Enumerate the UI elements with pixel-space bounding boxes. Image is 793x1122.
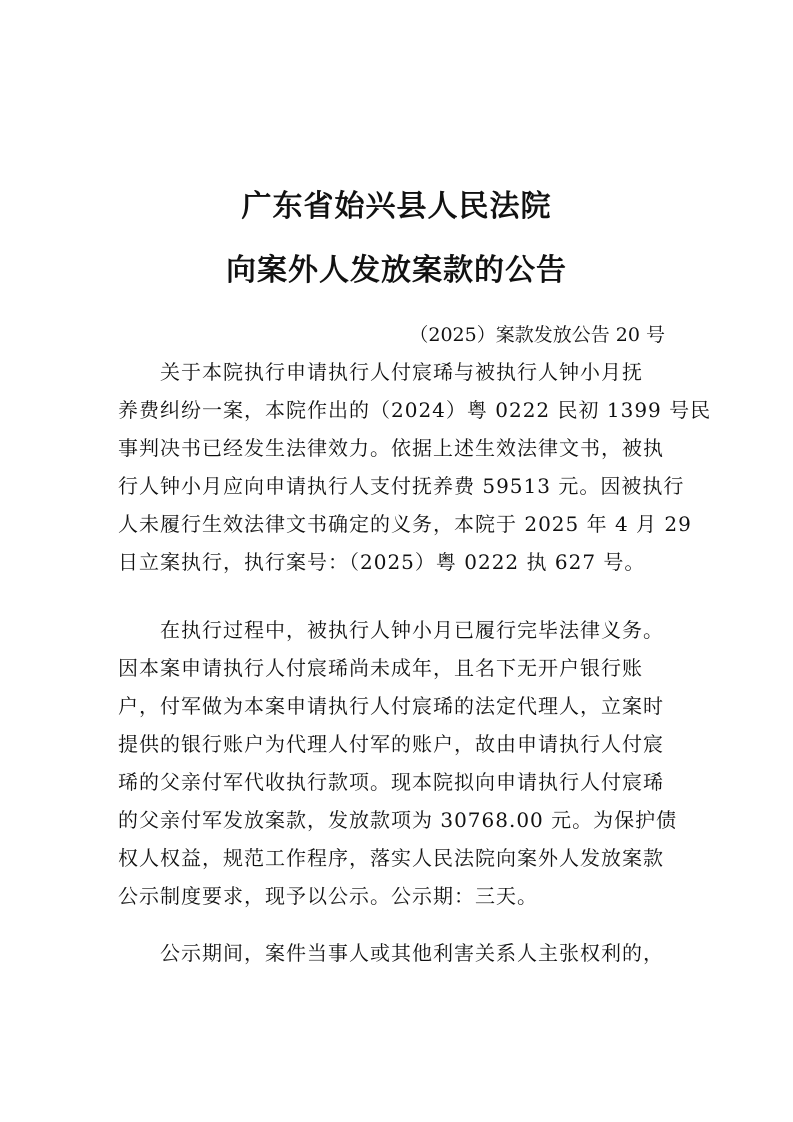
paragraph-execution-details xyxy=(118,611,678,915)
paragraph-line: 行人钟小月应向申请执行人支付抚养费 59513 元。因被执行 xyxy=(118,474,685,498)
paragraph-line: 户，付军做为本案申请执行人付宸琋的法定代理人，立案时 xyxy=(118,694,664,718)
paragraph-line: 在执行过程中，被执行人钟小月已履行完毕法律义务。 xyxy=(160,618,664,642)
paragraph-line: 的父亲付军发放案款，发放款项为 30768.00 元。为保护债 xyxy=(118,808,678,832)
paragraph-line: 事判决书已经发生法律效力。依据上述生效法律文书，被执 xyxy=(118,436,664,460)
court-name-title: 广东省始兴县人民法院 xyxy=(241,189,552,224)
paragraph-line: 权人权益，规范工作程序，落实人民法院向案外人发放案款 xyxy=(118,846,664,870)
paragraph-line: 养费纠纷一案，本院作出的（2024）粤 0222 民初 1399 号民 xyxy=(118,398,712,422)
paragraph-line: 提供的银行账户为代理人付军的账户，故由申请执行人付宸 xyxy=(118,732,664,756)
document-number: （2025）案款发放公告 20 号 xyxy=(409,324,665,346)
paragraph-line: 关于本院执行申请执行人付宸琋与被执行人钟小月抚 xyxy=(160,360,643,384)
paragraph-line: 公示制度要求，现予以公示。公示期：三天。 xyxy=(118,884,538,908)
announcement-title: 向案外人发放案款的公告 xyxy=(226,253,567,288)
paragraph-line: 公示期间，案件当事人或其他利害关系人主张权利的， xyxy=(160,941,664,965)
paragraph-objection-notice xyxy=(118,934,674,972)
paragraph-case-background xyxy=(118,353,712,581)
paragraph-line: 人未履行生效法律文书确定的义务，本院于 2025 年 4 月 29 xyxy=(118,512,692,536)
paragraph-line: 日立案执行，执行案号：（2025）粤 0222 执 627 号。 xyxy=(118,550,646,574)
paragraph-line: 琋的父亲付军代收执行款项。现本院拟向申请执行人付宸琋 xyxy=(118,770,664,794)
paragraph-line: 因本案申请执行人付宸琋尚未成年，且名下无开户银行账 xyxy=(118,656,643,680)
